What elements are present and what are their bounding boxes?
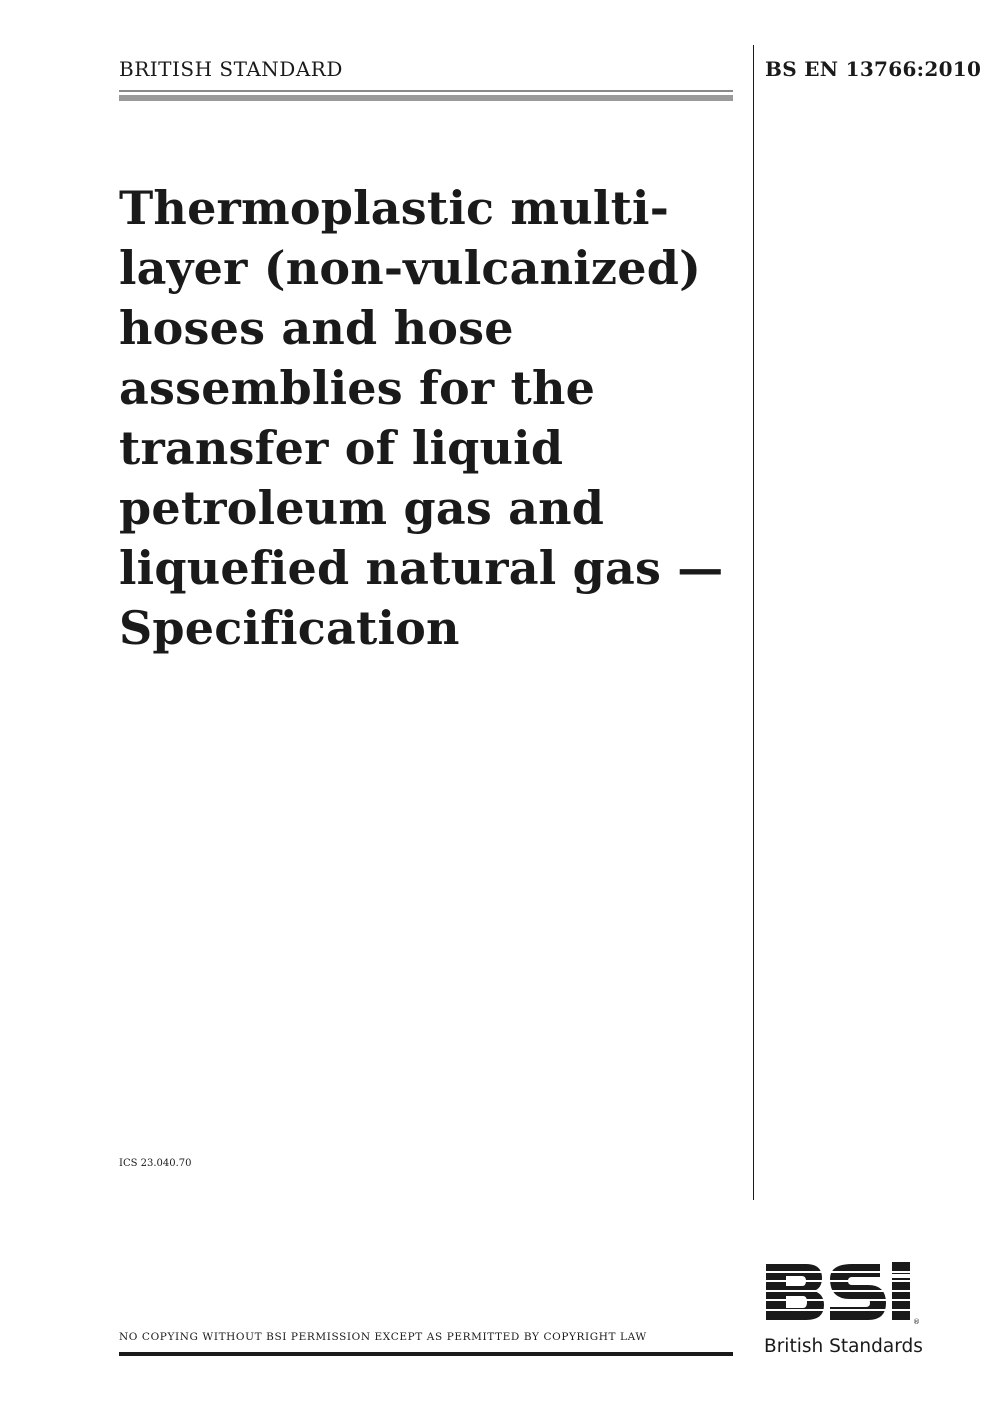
logo-caption: British Standards [764,1336,923,1357]
title-line: liquefied natural gas — [119,541,724,595]
title-line: transfer of liquid [119,421,564,475]
title-line: Specification [119,601,460,655]
title-line: layer (non-vulcanized) [119,241,702,295]
copyright-notice: NO COPYING WITHOUT BSI PERMISSION EXCEPT AS PERMITTED BY COPYRIGHT LAW [119,1331,647,1343]
header-label: BRITISH STANDARD [119,57,343,81]
registered-mark: ® [913,1318,920,1326]
title-line: petroleum gas and [119,481,605,535]
title-line: assemblies for the [119,361,596,415]
footer-rule [119,1352,733,1356]
header-rule-thin [119,90,733,92]
title-line: hoses and hose [119,301,514,355]
document-title [119,178,739,658]
title-line: Thermoplastic multi- [119,181,670,235]
standard-number: BS EN 13766:2010 [765,57,982,81]
vertical-divider [753,45,754,1200]
ics-code: ICS 23.040.70 [119,1158,192,1169]
header-rule-thick [119,95,733,101]
